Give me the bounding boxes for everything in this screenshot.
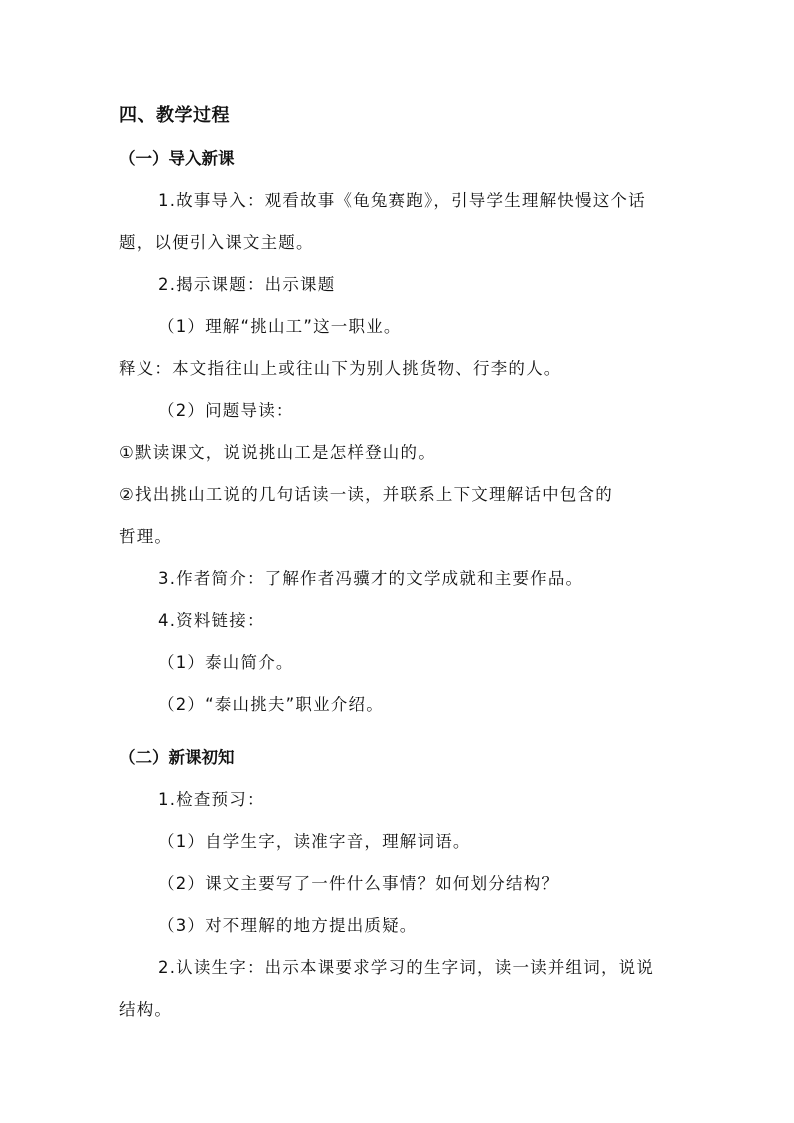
paragraph-line: 4.资料链接：: [158, 611, 265, 630]
paragraph-line: （1）自学生字，读准字音，理解词语。: [158, 832, 471, 851]
paragraph-line: 1.故事导入：观看故事《龟兔赛跑》，引导学生理解快慢这个话: [158, 191, 646, 210]
paragraph-line: （1）泰山简介。: [158, 653, 294, 672]
paragraph-line: （2）“泰山挑夫”职业介绍。: [158, 695, 384, 714]
paragraph-line: 结构。: [119, 1000, 173, 1019]
paragraph-line: （1）理解“挑山工”这一职业。: [158, 317, 402, 336]
paragraph-line: 释义：本文指往山上或往山下为别人挑货物、行李的人。: [119, 359, 562, 378]
subsection-title: （一）导入新课: [119, 149, 235, 168]
paragraph-line: 1.检查预习：: [158, 790, 265, 809]
subsection-title: （二）新课初知: [119, 748, 235, 767]
paragraph-line: 题，以便引入课文主题。: [119, 233, 314, 252]
paragraph-line: 哲理。: [119, 527, 173, 546]
paragraph-line: 2.认读生字：出示本课要求学习的生字词，读一读并组词，说说: [158, 958, 655, 977]
paragraph-line: ①默读课文，说说挑山工是怎样登山的。: [119, 443, 436, 462]
paragraph-line: （2）课文主要写了一件什么事情？如何划分结构？: [158, 874, 560, 893]
section-title: 四、教学过程: [119, 105, 230, 126]
paragraph-line: ②找出挑山工说的几句话读一读，并联系上下文理解话中包含的: [119, 485, 613, 504]
paragraph-line: （2）问题导读：: [158, 401, 294, 420]
paragraph-line: 2.揭示课题：出示课题: [158, 275, 336, 294]
paragraph-line: 3.作者简介：了解作者冯骥才的文学成就和主要作品。: [158, 569, 584, 588]
paragraph-line: （3）对不理解的地方提出质疑。: [158, 916, 418, 935]
